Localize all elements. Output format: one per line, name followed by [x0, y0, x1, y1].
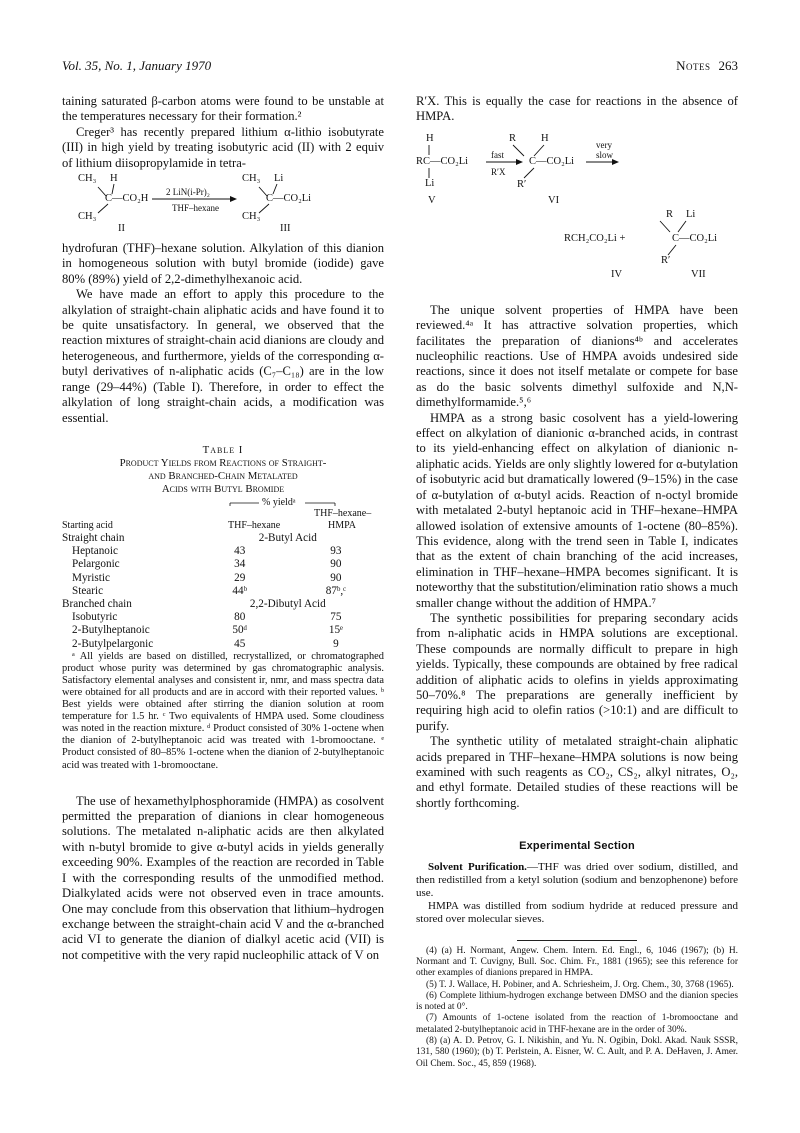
- formula-atom: R′: [661, 254, 671, 266]
- arrow-label: fast: [491, 149, 504, 160]
- table-column-headers: [62, 496, 384, 532]
- reference: (5) T. J. Wallace, H. Pobiner, and A. Schriesheim, J. Org. Chem., 30, 3768 (1965).: [426, 979, 734, 990]
- arrow-label: R′X: [491, 166, 506, 177]
- acid-cell: Stearic: [72, 584, 104, 597]
- formula-atom: CH₃: [78, 173, 97, 185]
- reference: (8) (a) A. D. Petrov, G. I. Nikishin, and Yu. N. Ogibin, Dokl. Akad. Nauk SSSR, 131, 580 (1960); (b) T. Perlstein, A. Eisner, W. C. Ault, and P. A. DeHaven, J. Amer. Oil Chem. Soc., 45, 859 (1968).: [416, 1036, 738, 1069]
- right-column: [416, 94, 738, 1070]
- table-1: [62, 444, 384, 772]
- reagent-label: 2 LiN(i-Pr)₂: [166, 187, 210, 198]
- column-header: THF–hexane–: [314, 507, 372, 519]
- compound-label: VI: [548, 194, 560, 206]
- reaction-scheme-v-vii: [416, 131, 738, 281]
- formula-atom: RCH₂CO₂Li +: [564, 232, 626, 244]
- section-name: Notes: [676, 58, 711, 73]
- formula-atom: CH₃: [242, 173, 261, 185]
- references: [416, 946, 738, 1070]
- compound-label: II: [118, 223, 125, 235]
- paragraph: The unique solvent properties of HMPA have been reviewed.⁴ᵃ It has attractive solvation properties, which facilitates the preparation of dianions⁴ᵇ and accelerates nucleophilic reactions. Use of HMPA avoids undesired side reactions, since it does not itself metalate or compete for base as do the basic solvents dimethyl sulfoxide and N,N-dimethylformamide.⁵,⁶: [416, 302, 738, 410]
- paragraph: The synthetic utility of metalated straight-chain aliphatic acids prepared in THF–hexane–HMPA solutions is now being examined with such reagents as CO₂, CS₂, alkyl nitrates, O₂, and ethyl formate. Detailed studies of these reactions will be shortly forthcoming.: [416, 734, 738, 810]
- yield-table: [62, 532, 384, 651]
- paragraph: The use of hexamethylphosphoramide (HMPA) as cosolvent permitted the preparation of dianions in clear homogeneous solutions. The metalated n-aliphatic acids are then alkylated with n-butyl bromide to give α-butyl acids in yields generally exceeding 90%. Examples of the reaction are recorded in Table I with the corresponding results of the unmodified method. Dialkylated acids were not observed even in trace amounts. One may conclude from this observation that lithium–hydrogen exchange between the straight-chain acid V and the α-branched acid VI to generate the dianion of dialkyl acetic acid (VII) is not competitive with the very rapid nucleophilic attack of V on: [62, 793, 384, 962]
- hmpa-yield-cell: 75: [330, 611, 342, 624]
- table-row: [62, 638, 384, 651]
- formula-atom: RC—CO₂Li: [416, 155, 469, 167]
- thf-yield-cell: 45: [234, 637, 246, 650]
- compound-label: III: [280, 223, 291, 235]
- thf-yield-cell: 80: [234, 611, 246, 624]
- formula-atom: R: [509, 132, 517, 144]
- thf-yield-cell: 50ᵈ: [232, 624, 248, 637]
- solvent-label: THF–hexane: [172, 203, 219, 214]
- table-row: [62, 624, 384, 637]
- caption-line: Acids with Butyl Bromide: [161, 482, 285, 495]
- formula-atom: H: [426, 132, 434, 144]
- acid-cell: Myristic: [72, 571, 110, 584]
- formula-atom: H: [541, 132, 549, 144]
- scheme-bonds: [416, 131, 738, 281]
- paragraph: R′X. This is equally the case for reactions in the absence of HMPA.: [416, 94, 738, 124]
- hmpa-yield-cell: 15ᵉ: [328, 624, 343, 637]
- column-header: HMPA: [328, 519, 356, 531]
- table-row: [62, 545, 384, 558]
- acid-cell: Heptanoic: [72, 545, 118, 558]
- thf-yield-cell: 43: [234, 545, 246, 558]
- formula-atom: CH₃: [242, 211, 261, 223]
- formula-atom: Li: [425, 177, 435, 189]
- compound-label: VII: [691, 268, 706, 280]
- journal-volume: Vol. 35, No. 1, January 1970: [62, 58, 212, 73]
- run-in-heading: Solvent Purification.: [428, 860, 527, 873]
- formula-atom: Li: [274, 173, 284, 185]
- column-header: Starting acid: [62, 519, 113, 531]
- acid-cell: Isobutyric: [72, 611, 118, 624]
- reference: (4) (a) H. Normant, Angew. Chem. Intern. Ed. Engl., 6, 1046 (1967); (b) H. Normant and T. Cuvigny, Bull. Soc. Chim. Fr., 1881 (1965); see this reference for other examples of dianions prepared in HMPA.: [416, 945, 738, 979]
- table-group-row: [62, 532, 384, 545]
- acid-cell: Pelargonic: [72, 558, 120, 571]
- formula-atom: C—CO₂Li: [672, 232, 718, 244]
- thf-yield-cell: 34: [234, 558, 246, 571]
- caption-line: and Branched-Chain Metalated: [148, 469, 298, 482]
- paragraph: The synthetic possibilities for preparing secondary acids from n-aliphatic acids in HMPA solutions are exceptional. These compounds are normally difficult to prepare in high yields. Typically, these compounds are obtained by free radical addition of aliphatic acids to olefins in yields approximating 50–70%.⁸ The preparations are generally inefficient by requiring high acid to olefin ratios (>10:1) and are difficult to purify.: [416, 610, 738, 733]
- paragraph: HMPA as a strong basic cosolvent has a yield-lowering effect on alkylation of dianionic α-branched acids, in contrast to its yield-enhancing effect on alkylation of dianionic n-aliphatic acids. Yields are only slightly lowered for α-butylation of isobutyric acid but dramatically lowered (9–15%) in the case of α-butylation of α-butyl acids. Reaction of n-octyl bromide with metalated 2-butyl heptanoic acid in THF–hexane–HMPA allowed isolation of extensive amounts of 1-octene (80–85%). This evidence, along with the trend seen in Table I, indicates that as the extent of chain branching of the acid increases, elimination in THF–hexane–HMPA becomes significant. It is noteworthy that the substitution/elimination ratio shows a much smaller change without the addition of HMPA.⁷: [416, 410, 738, 610]
- group-name: Branched chain: [62, 597, 132, 610]
- arrow-label: slow: [596, 149, 614, 160]
- hmpa-yield-cell: 90: [330, 558, 342, 571]
- section-heading: Experimental Section: [519, 840, 635, 853]
- thf-yield-cell: 44ᵇ: [232, 584, 248, 597]
- hmpa-yield-cell: 90: [330, 571, 342, 584]
- paragraph: taining saturated β-carbon atoms were found to be unstable at the temperatures necessary for their formation.²: [62, 94, 384, 124]
- acid-cell: 2-Butylheptanoic: [72, 624, 150, 637]
- compound-label: IV: [611, 268, 623, 280]
- table-group-row: [62, 598, 384, 611]
- formula-atom: R′: [517, 178, 527, 190]
- hmpa-yield-cell: 93: [330, 545, 342, 558]
- formula-atom: CH₃: [78, 211, 97, 223]
- thf-yield-cell: 29: [234, 571, 246, 584]
- table-footnotes: ᵃ All yields are based on distilled, recrystallized, or chromatographed product whose purity was determined by gas chromatographic analysis. Satisfactory elemental analyses and consistent ir, nmr, and mass spectra data were obtained for all products and are in accord with their reported values. ᵇ Best yields were obtained after stirring the dianion solution at room temperature for 1.5 hr. ᶜ Two equivalents of HMPA used. Some cloudiness was noted in the reaction mixture. ᵈ Product consisted of 30% 1-octene when the dianion of 2-butylheptanoic acid was treated with 1-bromooctane. ᵉ Product consisted of 80–85% 1-octene when the dianion of 2-butylheptanoic acid was treated with 1-bromooctane.: [62, 650, 384, 771]
- paragraph: We have made an effort to apply this procedure to the alkylation of straight-chain aliphatic acids and have found it to be quite unsatisfactory. In general, we observed that the reaction mixtures of straight-chain acid dianions are cloudy and heterogeneous, and furthermore, yields of the corresponding α-butyl derivatives of n-aliphatic acids (C₇–C₁₈) are in the low range (29–44%) (Table I). Therefore, in order to effect the alkylation of long straight-chain acids, a modification was essential.: [62, 287, 384, 425]
- hmpa-yield-cell: 87ᵇ,ᶜ: [325, 584, 347, 597]
- table-row: [62, 572, 384, 585]
- reference: (6) Complete lithium-hydrogen exchange between DMSO and the dianion species is noted at 0°.: [416, 990, 738, 1013]
- product-name: 2,2-Dibutyl Acid: [249, 597, 326, 610]
- arrow-label: very: [596, 139, 612, 150]
- table-label: Table I: [202, 443, 244, 456]
- table-row: [62, 558, 384, 571]
- paragraph: Creger³ has recently prepared lithium α-lithio isobutyrate (III) in high yield by treating isobutyric acid (II) with 2 equiv of lithium diisopropylamide in tetra-: [62, 124, 384, 170]
- table-row: [62, 585, 384, 598]
- hmpa-yield-cell: 9: [333, 637, 339, 650]
- formula-atom: C—CO₂H: [105, 193, 149, 205]
- table-row: [62, 611, 384, 624]
- acid-cell: 2-Butylpelargonic: [72, 637, 154, 650]
- formula-atom: R: [666, 208, 674, 220]
- formula-atom: C—CO₂Li: [266, 193, 312, 205]
- table-caption: [62, 444, 384, 496]
- group-name: Straight chain: [62, 531, 125, 544]
- reaction-scheme-ii-iii: [62, 171, 384, 233]
- experimental-text: —THF was dried over sodium, distilled, and then redistilled from a ketyl solution (sodium and benzophenone) before use.: [416, 860, 738, 899]
- compound-label: V: [428, 194, 436, 206]
- page-label: [676, 58, 738, 74]
- experimental-paragraph: HMPA was distilled from sodium hydride at reduced pressure and stored over molecular sieves.: [416, 899, 738, 925]
- reference: (7) Amounts of 1-octene isolated from the reaction of 1-bromooctane and metalated 2-butylheptanoic acid in THF-hexane are in the order of 30%.: [416, 1013, 738, 1035]
- formula-atom: H: [110, 173, 118, 185]
- yield-header: % yieldᵃ: [262, 496, 296, 508]
- experimental-paragraph: [416, 861, 738, 900]
- paragraph: hydrofuran (THF)–hexane solution. Alkylation of this dianion in homogeneous solution with butyl bromide (iodide) gave 80% (89%) yield of 2,2-dimethylhexanoic acid.: [62, 241, 384, 286]
- formula-atom: Li: [686, 208, 696, 220]
- caption-line: Product Yields from Reactions of Straight-: [119, 456, 327, 469]
- column-header: THF–hexane: [228, 519, 281, 531]
- page-number: 263: [718, 58, 738, 73]
- running-header: [62, 58, 738, 78]
- formula-atom: C—CO₂Li: [529, 155, 575, 167]
- left-column: [62, 94, 384, 963]
- product-name: 2-Butyl Acid: [258, 531, 317, 544]
